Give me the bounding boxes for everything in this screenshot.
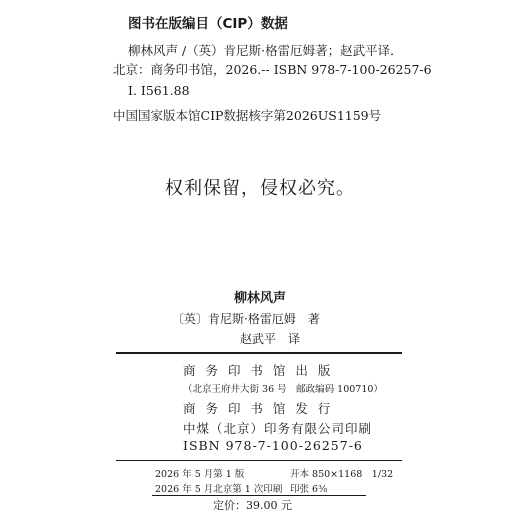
cip-title-author-line: 柳林风声 /（英）肯尼斯·格雷厄姆著；赵武平译． [128,43,403,58]
book-format: 开本 850×1168 1/32 [290,469,394,480]
cip-publisher-isbn-line: 北京：商务印书馆，2026.-- ISBN 978-7-100-26257-6 [113,62,432,77]
cip-title: 图书在版编目（CIP）数据 [128,16,288,32]
colophon-middle-rule [116,460,402,461]
colophon-top-rule [116,352,402,354]
publisher-line: 商 务 印 书 馆 出 版 [183,363,334,378]
distributor-line: 商 务 印 书 馆 发 行 [183,401,334,416]
cip-classification-line: Ⅰ. I561.88 [128,83,190,98]
translator-line: 赵武平 译 [240,332,301,346]
book-title: 柳林风声 [233,291,286,306]
printed-sheets: 印张 6⅜ [290,484,328,495]
edition-date: 2026 年 5 月第 1 版 [155,469,245,480]
print-date: 2026 年 5 月北京第 1 次印刷 [155,484,283,495]
printer-line: 中煤（北京）印务有限公司印刷 [183,421,373,436]
publisher-address: （北京王府井大街 36 号 邮政编码 100710） [183,384,383,395]
colophon-bottom-rule [152,495,366,496]
author-line: 〔英〕肯尼斯·格雷厄姆 著 [172,312,320,326]
price-line: 定价：39.00 元 [213,499,292,512]
isbn-line: ISBN 978-7-100-26257-6 [183,438,363,453]
rights-statement: 权利保留，侵权必究。 [165,178,355,199]
cip-record-number-line: 中国国家版本馆CIP数据核字第2026US1159号 [113,108,382,123]
